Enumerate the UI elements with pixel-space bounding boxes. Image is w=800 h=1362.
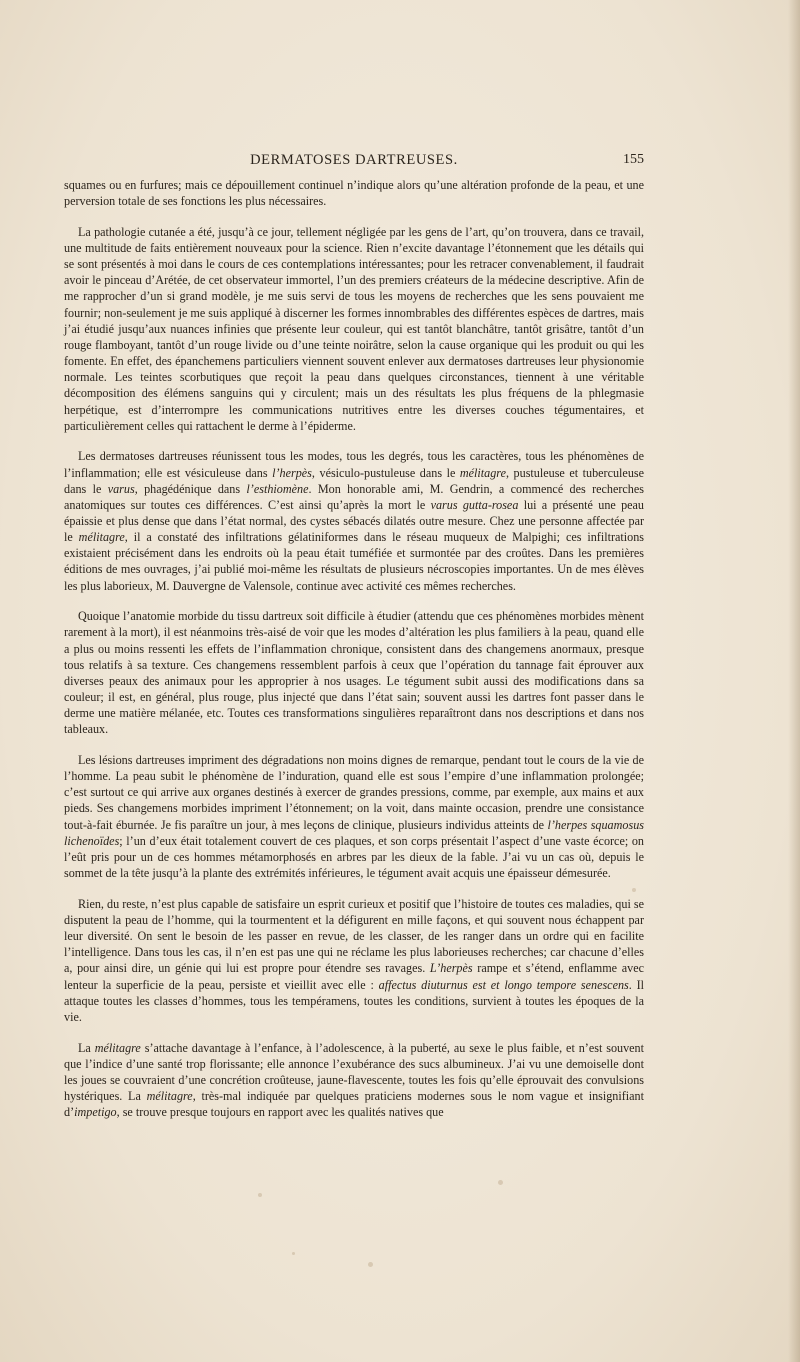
text-run: , pustuleuse et tuberculeuse dans le [64,465,644,496]
text-run: s’attache davantage à l’enfance, à l’adolescence, à la puberté, au sexe le plus faible, et n’est souvent que l’indice d’une santé trop florissante; elle annonce l’exubérance des sucs albumineux. J’ai vu une demoiselle dont les joues se couvraient d’une concrétion croûteuse, jaune-flavescente, toutes les fois qu’elle éprouvait des convulsions hystériques. La [64,1040,644,1103]
foxing-spot [292,1252,295,1255]
text-run: , phagédénique dans [134,481,247,496]
italic-term: mélitagre [78,530,125,545]
text-run: , se trouve presque toujours en rapport avec les qualités natives que [116,1105,444,1120]
paragraph [64,177,644,209]
running-head: DERMATOSES DARTREUSES. [250,152,458,168]
foxing-spot [498,1180,503,1185]
page-header [64,152,644,174]
paragraph [64,448,644,593]
italic-term: L’herpès [429,961,473,976]
paragraph [64,752,644,881]
italic-term: mélitagre [459,465,506,480]
italic-term: impetigo [74,1105,117,1120]
italic-term: mélitagre [94,1040,141,1055]
text-run: , très-mal indiquée par quelques praticiens modernes sous le nom vague et insignifiant d’ [64,1088,645,1120]
paragraph [64,224,644,434]
foxing-spot [632,888,636,892]
italic-term: mélitagre [146,1088,193,1103]
italic-term: affectus diuturnus est et longo tempore senescens [378,977,629,992]
text-run: La pathologie cutanée a été, jusqu’à ce jour, tellement négligée par les gens de l’art, qu’on trouvera, dans ce travail, une multitude de faits entièrement nouveaux pour la science. Rien n’excite davantage l’étonnement que les détails qui se sont présentés à moi dans le cours de ces contemplations intéressantes; pour les retracer convenablement, il faudrait avoir le pinceau d’Arétée, de cet observateur immortel, l’un des premiers créateurs de la médecine descriptive. Afin de me rapprocher d’un si grand modèle, je me suis servi de tous les moyens de recherches que les sens pouvaient me fournir; non-seulement je me suis appliqué à discerner les formes innombrables des différentes espèces de dartres, mais j’ai étudié jusqu’aux nuances infinies que présente leur couleur, qui est tantôt blanchâtre, tantôt grisâtre, tantôt d’un rouge flamboyant, tantôt d’un rouge livide ou d’une teinte noirâtre, selon la cause organique qui les produit ou qui les fomente. En effet, des épanchemens particuliers viennent souvent enlever aux dermatoses dartreuses leur physionomie normale. Les teintes scorbutiques que reçoit la peau dans quelques circonstances, tiennent à une véritable décomposition des élémens sanguins qui y circulent; mais un des résultats les plus fréquens de la phlegmasie herpétique, est d’interrompre les communications nutritives entre les diverses couches tégumentaires, et particulièrement celles qui rattachent le derme à l’épiderme. [64,224,644,433]
foxing-spot [368,1262,373,1267]
foxing-spot [258,1193,262,1197]
text-run: , vésiculo-pustuleuse dans le [311,465,460,480]
text-run: squames ou en furfures; mais ce dépouillement continuel n’indique alors qu’une altération profonde de la peau, et une perversion totale de ses fonctions les plus nécessaires. [64,178,644,209]
text-run: . Mon honorable ami, M. Gendrin, a commencé des recherches anatomiques sur toutes ces différences. C’est ainsi qu’après la mort le [64,481,644,512]
italic-term: l’herpès [272,465,312,480]
page-edge-shadow [788,0,800,1362]
text-run: Rien, du reste, n’est plus capable de satisfaire un esprit curieux et positif que l’histoire de toutes ces maladies, qui se disputent la peau de l’homme, qui la tourmentent et la défigurent en mille façons, et qui souvent nous échappent par leur diversité. On sent le besoin de les passer en revue, de les classer, de les ranger dans un ordre qui en facilite l’intelligence. Dans tous les cas, il n’en est pas une qui ne réclame les plus laborieuses recherches; car chacune d’elles a, pour ainsi dire, un génie qui lui est propre pour étendre ses ravages. [64,896,644,976]
text-run: rampe et s’étend, enflamme avec lenteur la superficie de la peau, persiste et vieillit avec elle : [64,961,644,992]
text-run: Les dermatoses dartreuses réunissent tous les modes, tous les degrés, tous les caractères, tous les phénomènes de l’inflammation; elle est vésiculeuse dans [64,449,644,480]
text-run: lui a présenté une peau épaissie et plus dense que dans l’état normal, des cystes sébacés dilatés outre mesure. Chez une personne affectée par le [64,497,644,545]
text-run: . Il attaque toutes les classes d’hommes, tous les tempéramens, toutes les conditions, survient à toutes les époques de la vie. [64,977,645,1024]
text-run: Les lésions dartreuses impriment des dégradations non moins dignes de remarque, pendant tout le cours de la vie de l’homme. La peau subit le phénomène de l’induration, quand elle est sous l’empire d’une inflammation prolongée; c’est surtout ce qui arrive aux organes destinés à exercer de grandes pressions, comme, par exemple, aux mains et aux pieds. Ses changemens morbides impriment l’étonnement; on la voit, dans mainte occasion, prendre une consistance tout-à-fait éburnée. Je fis paraître un jour, à mes leçons de clinique, plusieurs individus atteints de [64,753,644,832]
paragraph [64,608,644,737]
paragraph [64,896,644,1025]
italic-term: l’esthiomène [246,481,309,496]
italic-term: l’herpes squamosus lichenoïdes [64,817,644,848]
body-text [64,177,644,1135]
text-run: La [78,1040,95,1055]
italic-term: varus [107,481,135,496]
italic-term: varus gutta-rosea [430,497,519,512]
text-run: ; l’un d’eux était totalement couvert de ces plaques, et son corps présentait l’aspect d’une vaste écorce; on l’eût pris pour un de ces hommes métamorphosés en arbres par les dieux de la fable. J’ai vu un cas où, depuis le sommet de la tête jusqu’à la plante des extrémités inférieures, le tégument avait acquis une épaisseur démesurée. [64,833,644,881]
text-run: , il a constaté des infiltrations gélatiniformes dans le réseau muqueux de Malpighi; ces infiltrations existaient précisément dans les endroits où la peau était tuméfiée et surmontée par des croûtes. Dans les premières éditions de mes ouvrages, j’ai publié moi-même les résultats de plusieurs nécroscopies importantes. Un de mes élèves les plus laborieux, M. Dauvergne de Valensole, continue avec activité ces mêmes recherches. [64,530,645,593]
paragraph [64,1040,644,1121]
text-run: Quoique l’anatomie morbide du tissu dartreux soit difficile à étudier (attendu que ces phénomènes morbides mènent rarement à la mort), il est néanmoins très-aisé de voir que les modes d’altération les plus familiers à la peau, quand elle a plus ou moins ressenti les effets de l’inflammation chronique, consistent dans des changemens anormaux, presque tous relatifs à sa texture. Ces changemens ressemblent parfois à ceux que l’opération du tannage fait éprouver aux diverses peaux des animaux pour les approprier à nos usages. Le tégument subit aussi des modifications dans sa couleur; il est, en général, plus rouge, plus injecté que dans l’état sain; souvent aussi les dartres font passer dans le derme une matière mélanée, etc. Toutes ces transformations singulières reparaîtront dans nos descriptions et dans nos tableaux. [64,609,644,737]
page-number: 155 [623,152,644,167]
